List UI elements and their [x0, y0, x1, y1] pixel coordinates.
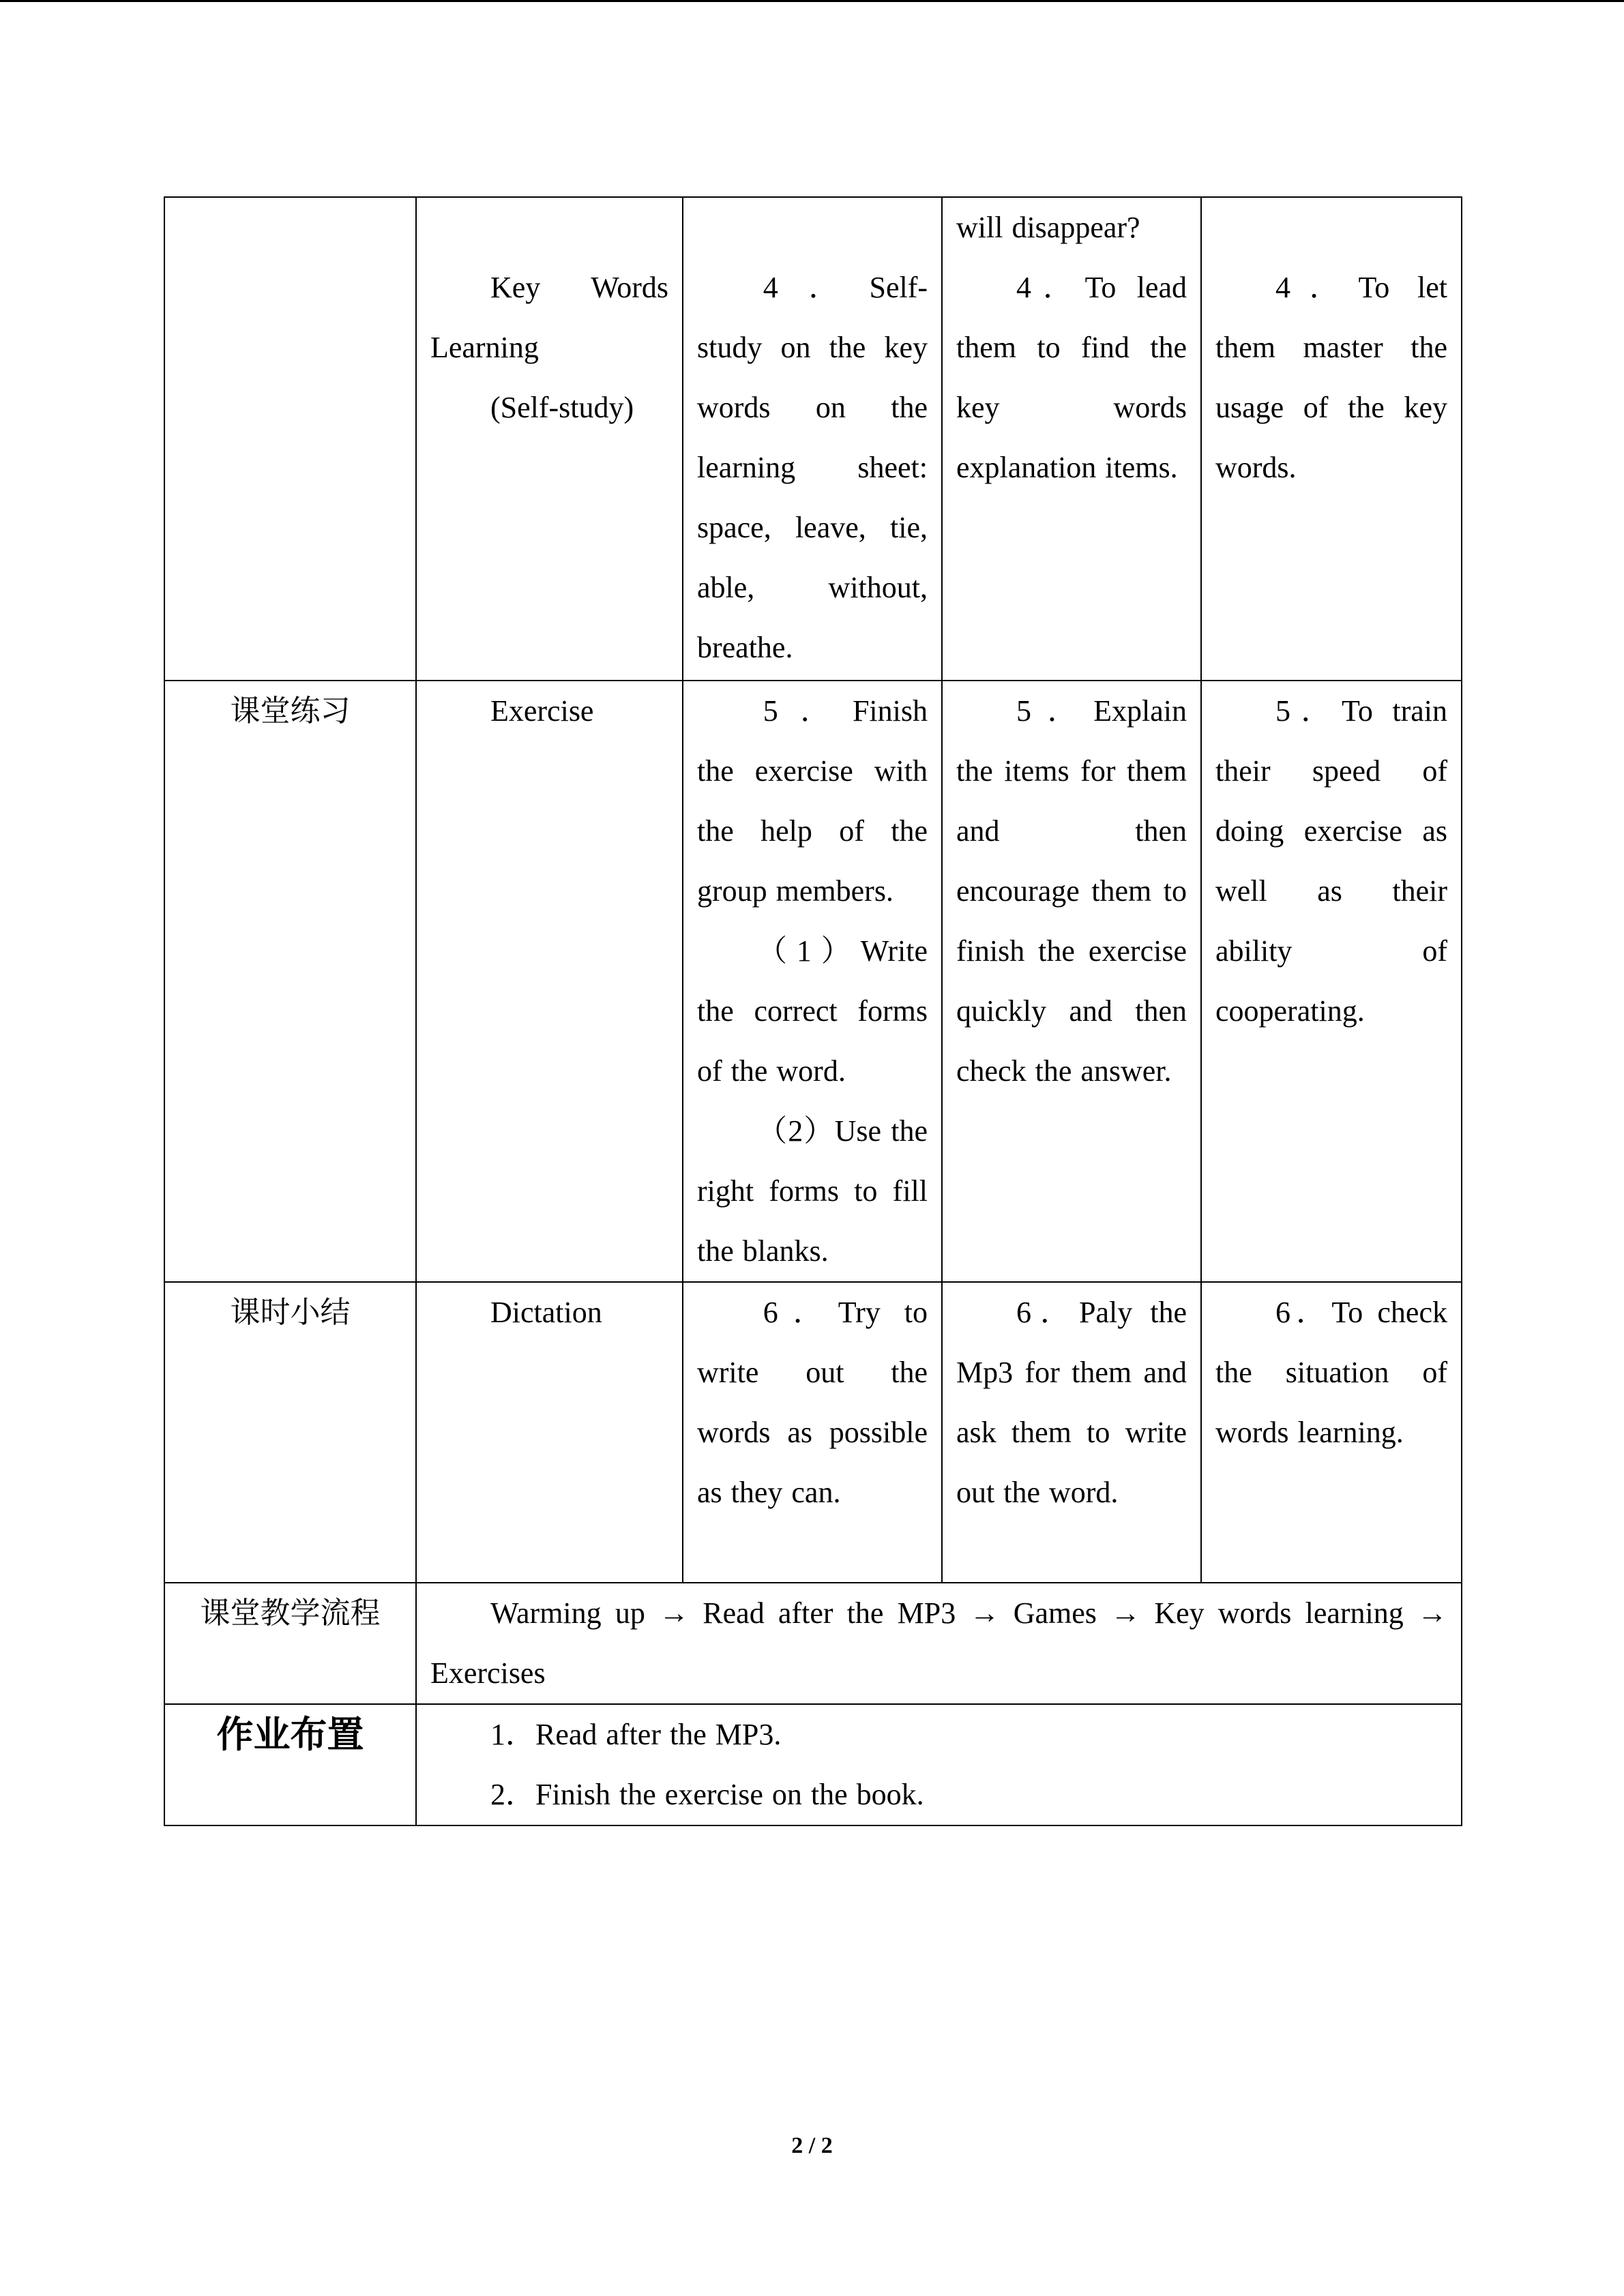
stage-label-exercise: 课堂练习: [164, 681, 416, 1282]
homework-cell: [416, 1704, 1462, 1825]
table-row-key-words: [164, 197, 1462, 681]
activity-cell-dictation: [416, 1282, 683, 1583]
student-activity-key-words: 4．Self-study on the key words on the learning sheet: space, leave, tie, able, without, breathe.: [697, 271, 928, 664]
stage-label-empty: [164, 197, 416, 681]
stage-label-summary: 课时小结: [164, 1282, 416, 1583]
teacher-cell-exercise: [942, 681, 1201, 1282]
student-cell-key-words: [683, 197, 942, 681]
teacher-cell-dictation: [942, 1282, 1201, 1583]
stage-label-flow: 课堂教学流程: [164, 1583, 416, 1704]
table-row-exercise: [164, 681, 1462, 1282]
student-cell-dictation: [683, 1282, 942, 1583]
purpose-key-words: 4．To let them master the usage of the key words.: [1215, 271, 1447, 484]
purpose-cell-exercise: [1201, 681, 1462, 1282]
homework-item-2: 2．Finish the exercise on the book.: [490, 1778, 924, 1811]
student-exercise-item-2: （2）Use the right forms to fill the blanks.: [697, 1114, 928, 1268]
activity-key-words: Key Words Learning: [430, 271, 668, 364]
table-row-flow: [164, 1583, 1462, 1704]
activity-self-study: (Self-study): [490, 391, 634, 424]
activity-dictation: Dictation: [490, 1296, 602, 1329]
teacher-activity-exercise: 5．Explain the items for them and then encourage them to finish the exercise quickly and then check the answer.: [956, 694, 1187, 1088]
page-top-border: [0, 0, 1624, 2]
teacher-cell-key-words: [942, 197, 1201, 681]
teacher-activity-dictation: 6．Paly the Mp3 for them and ask them to write out the word.: [956, 1296, 1187, 1509]
student-activity-dictation: 6．Try to write out the words as possible as they can.: [697, 1296, 928, 1509]
purpose-exercise: 5．To train their speed of doing exercise as well as their ability of cooperating.: [1215, 694, 1447, 1028]
page-number: 2 / 2: [791, 2133, 833, 2158]
purpose-cell-key-words: [1201, 197, 1462, 681]
student-exercise-item-1: （1）Write the correct forms of the word.: [697, 934, 928, 1088]
table-row-homework: [164, 1704, 1462, 1825]
teacher-activity-key-words: 4．To lead them to find the key words explanation items.: [956, 271, 1187, 484]
lesson-plan-table: [164, 196, 1462, 1826]
student-cell-exercise: [683, 681, 942, 1282]
teaching-flow-text: Warming up → Read after the MP3 → Games → Key words learning → Exercises: [430, 1596, 1447, 1690]
student-activity-exercise: 5．Finish the exercise with the help of the group members.: [697, 694, 928, 908]
homework-item-1: 1．Read after the MP3.: [490, 1718, 782, 1751]
activity-cell-exercise: [416, 681, 683, 1282]
table-row-summary: [164, 1282, 1462, 1583]
teacher-activity-prev: will disappear?: [956, 211, 1140, 244]
flow-cell: [416, 1583, 1462, 1704]
activity-cell-key-words: [416, 197, 683, 681]
stage-label-homework: 作业布置: [164, 1704, 416, 1825]
activity-exercise: Exercise: [490, 694, 594, 728]
purpose-dictation: 6．To check the situation of words learning.: [1215, 1296, 1447, 1449]
purpose-cell-dictation: [1201, 1282, 1462, 1583]
